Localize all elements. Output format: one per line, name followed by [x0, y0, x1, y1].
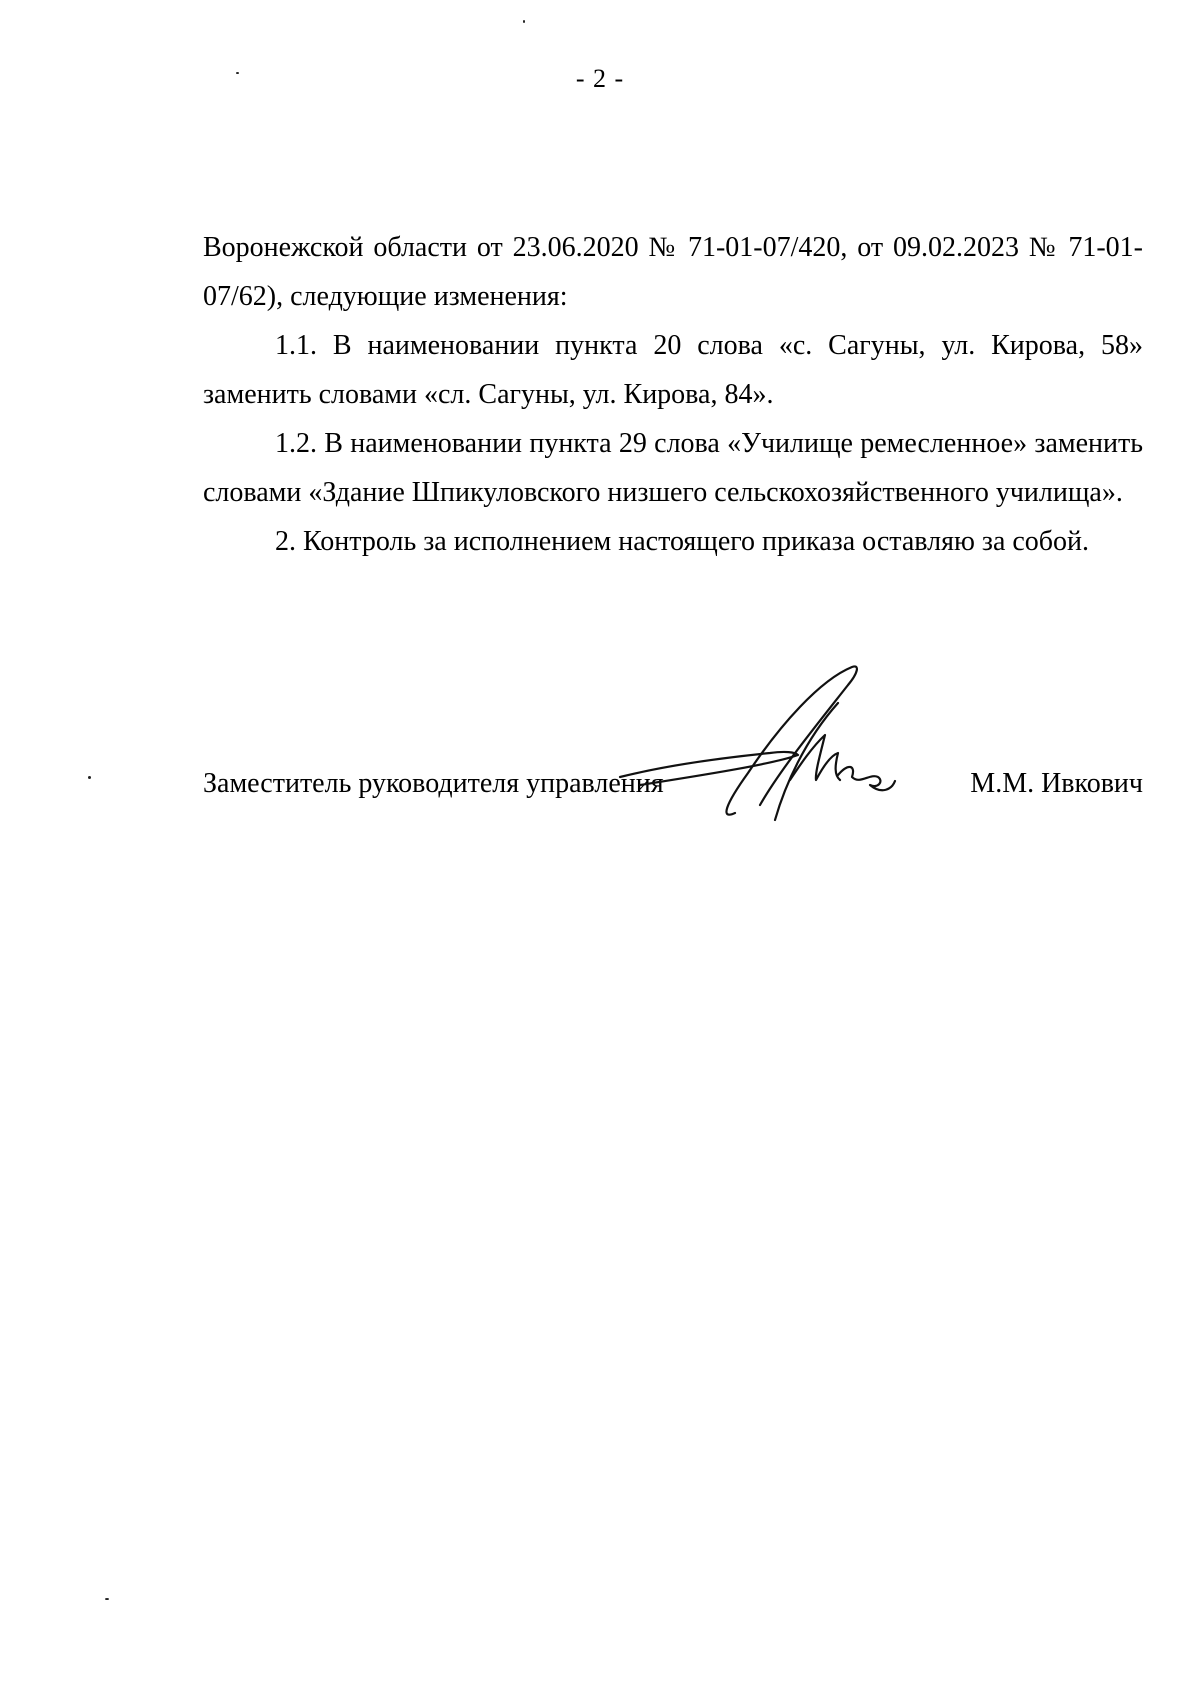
page-number: - 2 -: [575, 64, 625, 93]
document-body: [203, 223, 1143, 566]
signatory-name: М.М. Ивкович: [970, 768, 1143, 799]
handwritten-signature: [620, 655, 940, 830]
paragraph-item-1-1: 1.1. В наименовании пункта 20 слова «с. Сагуны, ул. Кирова, 58» заменить словами «сл. Сагуны, ул. Кирова, 84».: [203, 330, 1143, 410]
scan-speck: [105, 1598, 109, 1600]
paragraph-continuation: Воронежской области от 23.06.2020 № 71-01-07/420, от 09.02.2023 № 71-01-07/62), следующие изменения:: [203, 232, 1143, 312]
paragraph-item-1-2: 1.2. В наименовании пункта 29 слова «Училище ремесленное» заменить словами «Здание Шпикуловского низшего сельскохозяйственного училища».: [203, 428, 1143, 508]
scan-speck: [523, 20, 525, 23]
signatory-position: Заместитель руководителя управления: [203, 768, 664, 799]
scan-speck: [88, 776, 91, 779]
paragraph-item-2: 2. Контроль за исполнением настоящего приказа оставляю за собой.: [275, 526, 1090, 557]
